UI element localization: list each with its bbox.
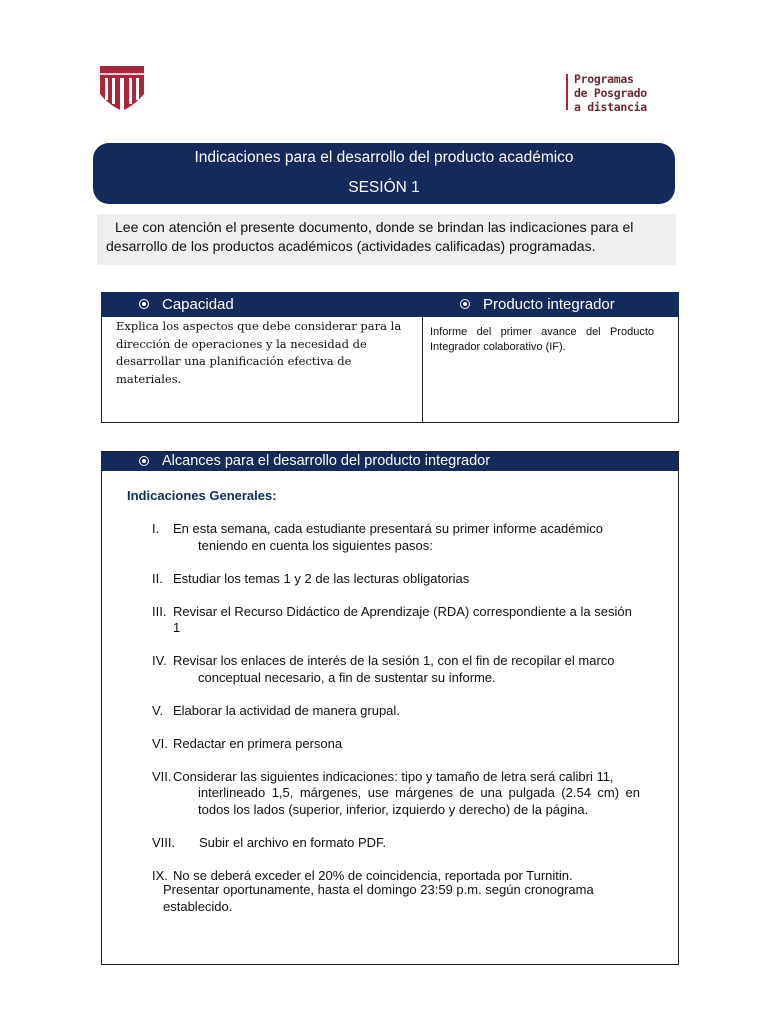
list-item: VII. Considerar las siguientes indicaciones: tipo y tamaño de letra será calibri 11, interlineado 1,5, márgenes, use márgenes de una pulgada (2.54 cm) en todos los lados (superior, inferior, izquierdo y derecho) de la página. (152, 768, 640, 817)
radio-bullet-icon (139, 299, 149, 309)
capacity-header: Capacidad (102, 293, 423, 317)
scope-section (101, 451, 679, 965)
radio-bullet-icon (460, 299, 470, 309)
intro-note (97, 214, 676, 265)
product-header: Producto integrador (423, 293, 679, 317)
logo-divider (566, 74, 568, 110)
list-item: VI. Redactar en primera persona (152, 735, 343, 751)
posgrado-logo (566, 72, 666, 112)
title-banner (93, 143, 675, 204)
list-item: III. Revisar el Recurso Didáctico de Aprendizaje (RDA) correspondiente a la sesión 1 (152, 603, 632, 635)
list-item: I. En esta semana, cada estudiante presentará su primer informe académico teniendo en cuenta los siguientes pasos: (152, 521, 603, 553)
steps-list (102, 521, 678, 901)
list-item: II. Estudiar los temas 1 y 2 de las lecturas obligatorias (152, 570, 470, 586)
posgrado-logo-text: Programas de Posgrado a distancia (574, 72, 647, 114)
list-item: IX. No se deberá exceder el 20% de coincidencia, reportada por Turnitin. (152, 867, 573, 883)
product-text: Informe del primer avance del Producto Integrador colaborativo (IF). (430, 326, 654, 353)
radio-bullet-icon (139, 456, 149, 466)
session-label: SESIÓN 1 (348, 179, 420, 196)
scope-header: Alcances para el desarrollo del producto integrador (102, 452, 678, 471)
list-item: VIII. Subir el archivo en formato PDF. (152, 834, 387, 850)
general-indications-heading: Indicaciones Generales: (127, 488, 277, 503)
list-item: V. Elaborar la actividad de manera grupal. (152, 702, 400, 718)
submission-deadline-note: Presentar oportunamente, hasta el domingo 23:59 p.m. según cronograma establecido. (163, 882, 594, 914)
university-logo-icon (98, 64, 146, 112)
capacity-cell (102, 317, 423, 423)
list-item: IV. Revisar los enlaces de interés de la sesión 1, con el fin de recopilar el marco conceptual necesario, a fin de sustentar su informe. (152, 653, 615, 685)
intro-text: Lee con atención el presente documento, donde se brindan las indicaciones para el desarrollo de los productos académicos (actividades calificadas) programadas. (106, 219, 634, 254)
capacity-table (101, 292, 679, 423)
document-title: Indicaciones para el desarrollo del producto académico (194, 149, 574, 166)
product-cell (423, 317, 679, 423)
capacity-text: Explica los aspectos que debe considerar para la dirección de operaciones y la necesidad de desarrollar una planificación efectiva de materiales. (116, 319, 402, 386)
